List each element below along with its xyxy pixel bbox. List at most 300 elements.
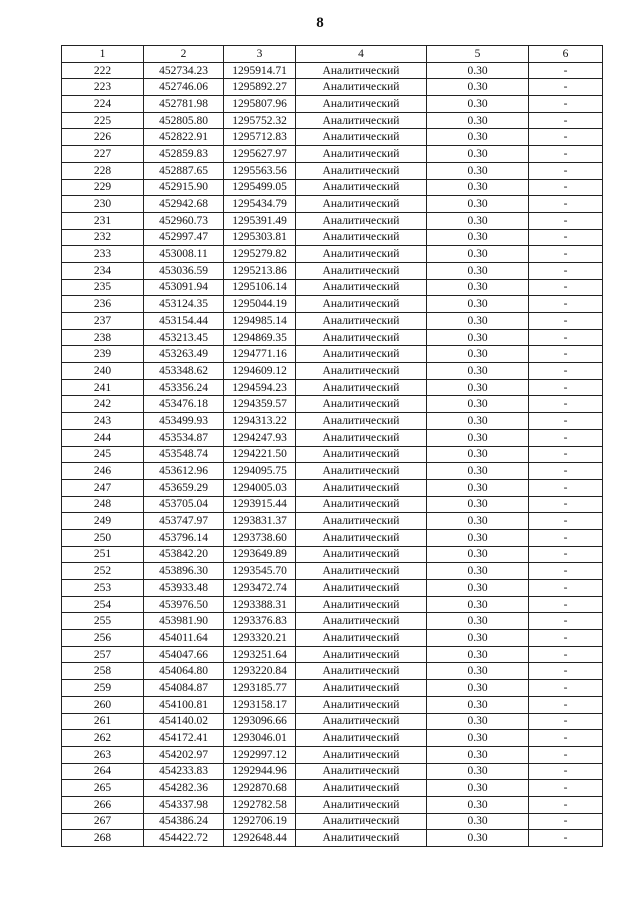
y-coordinate-cell: 1294985.14 <box>224 313 296 330</box>
point-number-cell: 250 <box>62 529 144 546</box>
accuracy-cell: 0.30 <box>427 196 529 213</box>
method-cell: Аналитический <box>296 79 427 96</box>
method-cell: Аналитический <box>296 646 427 663</box>
table-row <box>62 129 603 146</box>
note-cell: - <box>529 79 603 96</box>
table-row <box>62 630 603 647</box>
x-coordinate-cell: 454202.97 <box>144 746 224 763</box>
y-coordinate-cell: 1294247.93 <box>224 429 296 446</box>
point-number-cell: 263 <box>62 746 144 763</box>
accuracy-cell: 0.30 <box>427 496 529 513</box>
x-coordinate-cell: 452997.47 <box>144 229 224 246</box>
x-coordinate-cell: 452781.98 <box>144 96 224 113</box>
note-cell: - <box>529 296 603 313</box>
accuracy-cell: 0.30 <box>427 830 529 847</box>
table-row <box>62 179 603 196</box>
accuracy-cell: 0.30 <box>427 246 529 263</box>
method-cell: Аналитический <box>296 396 427 413</box>
note-cell: - <box>529 696 603 713</box>
x-coordinate-cell: 453476.18 <box>144 396 224 413</box>
note-cell: - <box>529 363 603 380</box>
x-coordinate-cell: 453548.74 <box>144 446 224 463</box>
table-row <box>62 813 603 830</box>
point-number-cell: 247 <box>62 479 144 496</box>
accuracy-cell: 0.30 <box>427 62 529 79</box>
method-cell: Аналитический <box>296 262 427 279</box>
method-cell: Аналитический <box>296 730 427 747</box>
note-cell: - <box>529 646 603 663</box>
accuracy-cell: 0.30 <box>427 746 529 763</box>
note-cell: - <box>529 780 603 797</box>
note-cell: - <box>529 496 603 513</box>
point-number-cell: 246 <box>62 463 144 480</box>
method-cell: Аналитический <box>296 229 427 246</box>
table-row <box>62 79 603 96</box>
method-cell: Аналитический <box>296 746 427 763</box>
table-row <box>62 546 603 563</box>
accuracy-cell: 0.30 <box>427 296 529 313</box>
method-cell: Аналитический <box>296 479 427 496</box>
point-number-cell: 238 <box>62 329 144 346</box>
note-cell: - <box>529 346 603 363</box>
note-cell: - <box>529 262 603 279</box>
y-coordinate-cell: 1294313.22 <box>224 413 296 430</box>
point-number-cell: 268 <box>62 830 144 847</box>
note-cell: - <box>529 813 603 830</box>
y-coordinate-cell: 1295279.82 <box>224 246 296 263</box>
coordinates-table <box>61 45 603 847</box>
method-cell: Аналитический <box>296 796 427 813</box>
method-cell: Аналитический <box>296 279 427 296</box>
table-row <box>62 212 603 229</box>
accuracy-cell: 0.30 <box>427 379 529 396</box>
x-coordinate-cell: 452915.90 <box>144 179 224 196</box>
method-cell: Аналитический <box>296 212 427 229</box>
note-cell: - <box>529 796 603 813</box>
x-coordinate-cell: 453933.48 <box>144 580 224 597</box>
accuracy-cell: 0.30 <box>427 112 529 129</box>
point-number-cell: 248 <box>62 496 144 513</box>
note-cell: - <box>529 529 603 546</box>
table-row <box>62 663 603 680</box>
point-number-cell: 225 <box>62 112 144 129</box>
accuracy-cell: 0.30 <box>427 696 529 713</box>
table-row <box>62 596 603 613</box>
accuracy-cell: 0.30 <box>427 363 529 380</box>
x-coordinate-cell: 453154.44 <box>144 313 224 330</box>
note-cell: - <box>529 546 603 563</box>
y-coordinate-cell: 1295627.97 <box>224 146 296 163</box>
point-number-cell: 229 <box>62 179 144 196</box>
x-coordinate-cell: 454064.80 <box>144 663 224 680</box>
method-cell: Аналитический <box>296 580 427 597</box>
point-number-cell: 237 <box>62 313 144 330</box>
method-cell: Аналитический <box>296 329 427 346</box>
x-coordinate-cell: 453091.94 <box>144 279 224 296</box>
x-coordinate-cell: 453213.45 <box>144 329 224 346</box>
point-number-cell: 240 <box>62 363 144 380</box>
note-cell: - <box>529 146 603 163</box>
point-number-cell: 244 <box>62 429 144 446</box>
method-cell: Аналитический <box>296 830 427 847</box>
method-cell: Аналитический <box>296 446 427 463</box>
table-row <box>62 279 603 296</box>
accuracy-cell: 0.30 <box>427 346 529 363</box>
method-cell: Аналитический <box>296 346 427 363</box>
y-coordinate-cell: 1292782.58 <box>224 796 296 813</box>
table-row <box>62 229 603 246</box>
y-coordinate-cell: 1294005.03 <box>224 479 296 496</box>
note-cell: - <box>529 62 603 79</box>
accuracy-cell: 0.30 <box>427 79 529 96</box>
point-number-cell: 222 <box>62 62 144 79</box>
method-cell: Аналитический <box>296 563 427 580</box>
table-row <box>62 463 603 480</box>
table-row <box>62 162 603 179</box>
accuracy-cell: 0.30 <box>427 713 529 730</box>
table-row <box>62 796 603 813</box>
table-row <box>62 730 603 747</box>
method-cell: Аналитический <box>296 496 427 513</box>
table-row <box>62 146 603 163</box>
accuracy-cell: 0.30 <box>427 613 529 630</box>
y-coordinate-cell: 1292944.96 <box>224 763 296 780</box>
x-coordinate-cell: 454386.24 <box>144 813 224 830</box>
table-row <box>62 713 603 730</box>
note-cell: - <box>529 730 603 747</box>
method-cell: Аналитический <box>296 313 427 330</box>
table-row <box>62 396 603 413</box>
x-coordinate-cell: 453659.29 <box>144 479 224 496</box>
note-cell: - <box>529 663 603 680</box>
x-coordinate-cell: 454047.66 <box>144 646 224 663</box>
y-coordinate-cell: 1292870.68 <box>224 780 296 797</box>
point-number-cell: 232 <box>62 229 144 246</box>
note-cell: - <box>529 246 603 263</box>
table-row <box>62 780 603 797</box>
method-cell: Аналитический <box>296 112 427 129</box>
accuracy-cell: 0.30 <box>427 563 529 580</box>
y-coordinate-cell: 1293046.01 <box>224 730 296 747</box>
point-number-cell: 267 <box>62 813 144 830</box>
x-coordinate-cell: 453036.59 <box>144 262 224 279</box>
point-number-cell: 264 <box>62 763 144 780</box>
y-coordinate-cell: 1295044.19 <box>224 296 296 313</box>
table-row <box>62 112 603 129</box>
y-coordinate-cell: 1293320.21 <box>224 630 296 647</box>
point-number-cell: 258 <box>62 663 144 680</box>
accuracy-cell: 0.30 <box>427 479 529 496</box>
point-number-cell: 236 <box>62 296 144 313</box>
x-coordinate-cell: 454337.98 <box>144 796 224 813</box>
point-number-cell: 254 <box>62 596 144 613</box>
y-coordinate-cell: 1293096.66 <box>224 713 296 730</box>
table-row <box>62 363 603 380</box>
point-number-cell: 259 <box>62 680 144 697</box>
table-row <box>62 680 603 697</box>
accuracy-cell: 0.30 <box>427 630 529 647</box>
x-coordinate-cell: 453796.14 <box>144 529 224 546</box>
note-cell: - <box>529 580 603 597</box>
point-number-cell: 253 <box>62 580 144 597</box>
table-row <box>62 496 603 513</box>
table-header-row <box>62 46 603 63</box>
y-coordinate-cell: 1293376.83 <box>224 613 296 630</box>
y-coordinate-cell: 1293831.37 <box>224 513 296 530</box>
method-cell: Аналитический <box>296 613 427 630</box>
method-cell: Аналитический <box>296 596 427 613</box>
accuracy-cell: 0.30 <box>427 413 529 430</box>
y-coordinate-cell: 1294594.23 <box>224 379 296 396</box>
point-number-cell: 257 <box>62 646 144 663</box>
x-coordinate-cell: 453612.96 <box>144 463 224 480</box>
method-cell: Аналитический <box>296 546 427 563</box>
point-number-cell: 266 <box>62 796 144 813</box>
note-cell: - <box>529 112 603 129</box>
x-coordinate-cell: 453124.35 <box>144 296 224 313</box>
accuracy-cell: 0.30 <box>427 646 529 663</box>
method-cell: Аналитический <box>296 630 427 647</box>
x-coordinate-cell: 453842.20 <box>144 546 224 563</box>
method-cell: Аналитический <box>296 296 427 313</box>
table-row <box>62 62 603 79</box>
accuracy-cell: 0.30 <box>427 212 529 229</box>
point-number-cell: 242 <box>62 396 144 413</box>
note-cell: - <box>529 329 603 346</box>
column-header: 1 <box>62 46 144 63</box>
page-number: 8 <box>316 15 324 31</box>
y-coordinate-cell: 1293220.84 <box>224 663 296 680</box>
method-cell: Аналитический <box>296 146 427 163</box>
method-cell: Аналитический <box>296 663 427 680</box>
point-number-cell: 231 <box>62 212 144 229</box>
note-cell: - <box>529 162 603 179</box>
method-cell: Аналитический <box>296 763 427 780</box>
accuracy-cell: 0.30 <box>427 262 529 279</box>
accuracy-cell: 0.30 <box>427 580 529 597</box>
method-cell: Аналитический <box>296 463 427 480</box>
method-cell: Аналитический <box>296 379 427 396</box>
y-coordinate-cell: 1292648.44 <box>224 830 296 847</box>
point-number-cell: 239 <box>62 346 144 363</box>
y-coordinate-cell: 1293388.31 <box>224 596 296 613</box>
accuracy-cell: 0.30 <box>427 162 529 179</box>
point-number-cell: 234 <box>62 262 144 279</box>
table-row <box>62 613 603 630</box>
point-number-cell: 252 <box>62 563 144 580</box>
y-coordinate-cell: 1295499.05 <box>224 179 296 196</box>
table-row <box>62 262 603 279</box>
note-cell: - <box>529 479 603 496</box>
column-header: 6 <box>529 46 603 63</box>
point-number-cell: 227 <box>62 146 144 163</box>
method-cell: Аналитический <box>296 529 427 546</box>
y-coordinate-cell: 1295213.86 <box>224 262 296 279</box>
accuracy-cell: 0.30 <box>427 513 529 530</box>
column-header: 5 <box>427 46 529 63</box>
y-coordinate-cell: 1295106.14 <box>224 279 296 296</box>
x-coordinate-cell: 452942.68 <box>144 196 224 213</box>
accuracy-cell: 0.30 <box>427 680 529 697</box>
table-row <box>62 563 603 580</box>
method-cell: Аналитический <box>296 680 427 697</box>
point-number-cell: 243 <box>62 413 144 430</box>
point-number-cell: 223 <box>62 79 144 96</box>
y-coordinate-cell: 1295807.96 <box>224 96 296 113</box>
point-number-cell: 251 <box>62 546 144 563</box>
y-coordinate-cell: 1292706.19 <box>224 813 296 830</box>
table-row <box>62 246 603 263</box>
accuracy-cell: 0.30 <box>427 129 529 146</box>
note-cell: - <box>529 513 603 530</box>
method-cell: Аналитический <box>296 129 427 146</box>
method-cell: Аналитический <box>296 696 427 713</box>
method-cell: Аналитический <box>296 429 427 446</box>
x-coordinate-cell: 454172.41 <box>144 730 224 747</box>
x-coordinate-cell: 452805.80 <box>144 112 224 129</box>
x-coordinate-cell: 452859.83 <box>144 146 224 163</box>
table-row <box>62 513 603 530</box>
point-number-cell: 230 <box>62 196 144 213</box>
accuracy-cell: 0.30 <box>427 313 529 330</box>
column-header: 3 <box>224 46 296 63</box>
x-coordinate-cell: 454140.02 <box>144 713 224 730</box>
point-number-cell: 224 <box>62 96 144 113</box>
accuracy-cell: 0.30 <box>427 813 529 830</box>
point-number-cell: 256 <box>62 630 144 647</box>
x-coordinate-cell: 454282.36 <box>144 780 224 797</box>
y-coordinate-cell: 1295303.81 <box>224 229 296 246</box>
y-coordinate-cell: 1293545.70 <box>224 563 296 580</box>
accuracy-cell: 0.30 <box>427 546 529 563</box>
table-row <box>62 346 603 363</box>
column-header: 4 <box>296 46 427 63</box>
note-cell: - <box>529 429 603 446</box>
point-number-cell: 235 <box>62 279 144 296</box>
point-number-cell: 241 <box>62 379 144 396</box>
method-cell: Аналитический <box>296 813 427 830</box>
method-cell: Аналитический <box>296 713 427 730</box>
method-cell: Аналитический <box>296 780 427 797</box>
point-number-cell: 261 <box>62 713 144 730</box>
x-coordinate-cell: 453981.90 <box>144 613 224 630</box>
note-cell: - <box>529 680 603 697</box>
note-cell: - <box>529 129 603 146</box>
note-cell: - <box>529 413 603 430</box>
method-cell: Аналитический <box>296 246 427 263</box>
method-cell: Аналитический <box>296 162 427 179</box>
x-coordinate-cell: 454100.81 <box>144 696 224 713</box>
y-coordinate-cell: 1295914.71 <box>224 62 296 79</box>
note-cell: - <box>529 212 603 229</box>
table-body <box>62 62 603 846</box>
note-cell: - <box>529 630 603 647</box>
table-row <box>62 746 603 763</box>
y-coordinate-cell: 1294095.75 <box>224 463 296 480</box>
method-cell: Аналитический <box>296 179 427 196</box>
table-row <box>62 830 603 847</box>
note-cell: - <box>529 96 603 113</box>
x-coordinate-cell: 452887.65 <box>144 162 224 179</box>
accuracy-cell: 0.30 <box>427 663 529 680</box>
note-cell: - <box>529 196 603 213</box>
accuracy-cell: 0.30 <box>427 796 529 813</box>
y-coordinate-cell: 1294221.50 <box>224 446 296 463</box>
note-cell: - <box>529 713 603 730</box>
point-number-cell: 228 <box>62 162 144 179</box>
point-number-cell: 233 <box>62 246 144 263</box>
method-cell: Аналитический <box>296 62 427 79</box>
x-coordinate-cell: 453976.50 <box>144 596 224 613</box>
x-coordinate-cell: 454422.72 <box>144 830 224 847</box>
y-coordinate-cell: 1293738.60 <box>224 529 296 546</box>
x-coordinate-cell: 452734.23 <box>144 62 224 79</box>
table-row <box>62 196 603 213</box>
point-number-cell: 249 <box>62 513 144 530</box>
accuracy-cell: 0.30 <box>427 529 529 546</box>
y-coordinate-cell: 1293158.17 <box>224 696 296 713</box>
note-cell: - <box>529 229 603 246</box>
table-row <box>62 429 603 446</box>
y-coordinate-cell: 1295712.83 <box>224 129 296 146</box>
table-row <box>62 763 603 780</box>
y-coordinate-cell: 1295434.79 <box>224 196 296 213</box>
accuracy-cell: 0.30 <box>427 780 529 797</box>
x-coordinate-cell: 453896.30 <box>144 563 224 580</box>
accuracy-cell: 0.30 <box>427 763 529 780</box>
y-coordinate-cell: 1293649.89 <box>224 546 296 563</box>
method-cell: Аналитический <box>296 363 427 380</box>
table-row <box>62 413 603 430</box>
x-coordinate-cell: 452822.91 <box>144 129 224 146</box>
note-cell: - <box>529 446 603 463</box>
x-coordinate-cell: 453356.24 <box>144 379 224 396</box>
method-cell: Аналитический <box>296 513 427 530</box>
note-cell: - <box>529 313 603 330</box>
table-row <box>62 96 603 113</box>
accuracy-cell: 0.30 <box>427 329 529 346</box>
y-coordinate-cell: 1295563.56 <box>224 162 296 179</box>
x-coordinate-cell: 453705.04 <box>144 496 224 513</box>
table-row <box>62 580 603 597</box>
table-row <box>62 329 603 346</box>
table-row <box>62 479 603 496</box>
accuracy-cell: 0.30 <box>427 429 529 446</box>
y-coordinate-cell: 1292997.12 <box>224 746 296 763</box>
note-cell: - <box>529 596 603 613</box>
x-coordinate-cell: 454233.83 <box>144 763 224 780</box>
note-cell: - <box>529 463 603 480</box>
note-cell: - <box>529 563 603 580</box>
x-coordinate-cell: 453499.93 <box>144 413 224 430</box>
point-number-cell: 255 <box>62 613 144 630</box>
point-number-cell: 245 <box>62 446 144 463</box>
accuracy-cell: 0.30 <box>427 279 529 296</box>
note-cell: - <box>529 396 603 413</box>
x-coordinate-cell: 452746.06 <box>144 79 224 96</box>
table-row <box>62 646 603 663</box>
accuracy-cell: 0.30 <box>427 596 529 613</box>
table-row <box>62 446 603 463</box>
point-number-cell: 226 <box>62 129 144 146</box>
y-coordinate-cell: 1294609.12 <box>224 363 296 380</box>
y-coordinate-cell: 1295391.49 <box>224 212 296 229</box>
note-cell: - <box>529 179 603 196</box>
accuracy-cell: 0.30 <box>427 96 529 113</box>
y-coordinate-cell: 1294359.57 <box>224 396 296 413</box>
table-row <box>62 379 603 396</box>
note-cell: - <box>529 279 603 296</box>
